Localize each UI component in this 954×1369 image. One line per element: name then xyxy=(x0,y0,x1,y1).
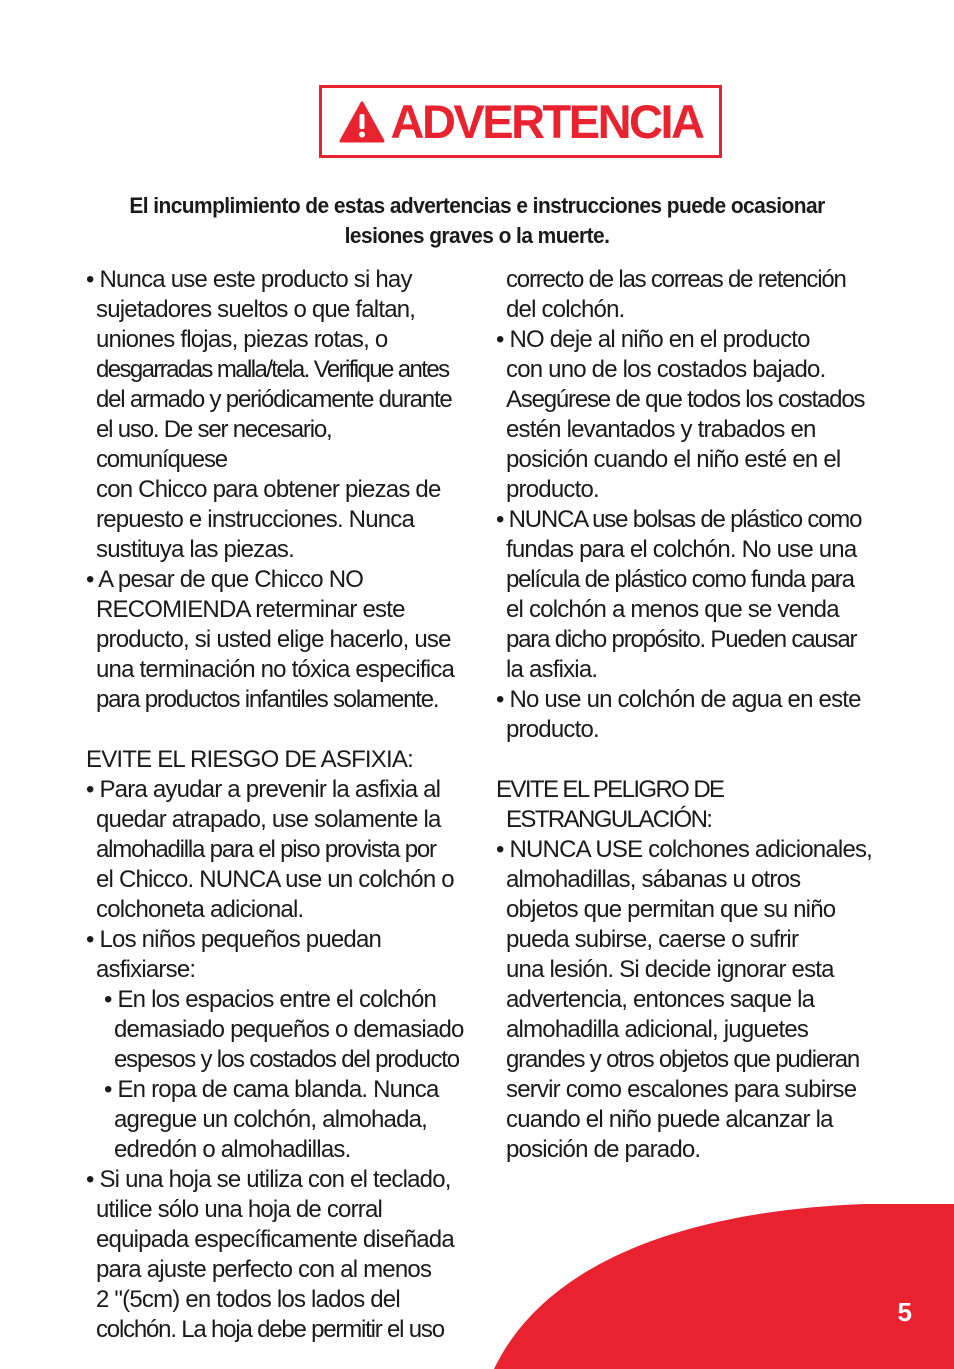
text-line: • Para ayudar a prevenir la asfixia al xyxy=(86,776,441,803)
intro-line: El incumplimiento de estas advertencias e instrucciones puede ocasionar xyxy=(129,193,825,218)
right-column xyxy=(496,265,886,1165)
text-line: del colchón. xyxy=(506,296,625,323)
text-line: posición cuando el niño esté en el xyxy=(506,446,841,473)
text-line: la asfixia. xyxy=(506,656,598,683)
text-line: Asegúrese de que todos los costados xyxy=(506,386,865,413)
sub-bullet-gaps xyxy=(86,985,466,1075)
text-line: el Chicco. NUNCA use un colchón o xyxy=(96,866,454,893)
text-line: con Chicco para obtener piezas de xyxy=(96,476,441,503)
page-number: 5 xyxy=(897,1297,912,1327)
text-line: • NUNCA use bolsas de plástico como xyxy=(496,506,862,533)
text-line: producto, si usted elige hacerlo, use xyxy=(96,626,451,653)
text-line: • En ropa de cama blanda. Nunca xyxy=(104,1076,439,1103)
bullet-sheet xyxy=(86,1165,466,1345)
text-line: • En los espacios entre el colchón xyxy=(104,986,437,1013)
text-line: edredón o almohadillas. xyxy=(114,1136,351,1163)
left-column xyxy=(86,265,466,1345)
text-line: el colchón a menos que se venda xyxy=(506,596,839,623)
text-line: • NUNCA USE colchones adicionales, xyxy=(496,836,873,863)
bullet-refinishing xyxy=(86,565,466,715)
text-line: • A pesar de que Chicco NO xyxy=(86,566,364,593)
intro-line: lesiones graves o la muerte. xyxy=(344,223,610,248)
banner-title: ADVERTENCIA xyxy=(390,95,703,148)
text-line: para productos infantiles solamente. xyxy=(96,686,439,713)
text-line: RECOMIENDA reterminar este xyxy=(96,596,405,623)
text-line: advertencia, entonces saque la xyxy=(506,986,815,1013)
text-line: para dicho propósito. Pueden causar xyxy=(506,626,857,653)
text-line: 2 "(5cm) en todos los lados del xyxy=(96,1286,400,1313)
text-line: equipada específicamente diseñada xyxy=(96,1226,454,1253)
section-heading-estrangulacion xyxy=(496,775,886,835)
text-line: espesos y los costados del producto xyxy=(114,1046,459,1073)
text-line: pueda subirse, caerse o sufrir xyxy=(506,926,799,953)
text-line: • Nunca use este producto si hay xyxy=(86,266,412,293)
text-line: • No use un colchón de agua en este xyxy=(496,686,861,713)
text-line: ESTRANGULACIÓN: xyxy=(506,806,712,833)
text-line: fundas para el colchón. No use una xyxy=(506,536,857,563)
warning-banner xyxy=(319,85,722,158)
text-line: producto. xyxy=(506,716,599,743)
text-line: posición de parado. xyxy=(506,1136,701,1163)
text-line: servir como escalones para subirse xyxy=(506,1076,857,1103)
text-line: una terminación no tóxica especifica xyxy=(96,656,455,683)
text-line: con uno de los costados bajado. xyxy=(506,356,826,383)
text-line: estén levantados y trabados en xyxy=(506,416,816,443)
intro-warning xyxy=(89,191,865,251)
text-line: quedar atrapado, use solamente la xyxy=(96,806,441,833)
text-line: demasiado pequeños o demasiado xyxy=(114,1016,464,1043)
text-line: grandes y otros objetos que pudieran xyxy=(506,1046,860,1073)
text-line: EVITE EL PELIGRO DE xyxy=(496,776,724,803)
text-line: almohadilla adicional, juguetes xyxy=(506,1016,809,1043)
text-line: para ajuste perfecto con al menos xyxy=(96,1256,432,1283)
text-line: • Si una hoja se utiliza con el teclado, xyxy=(86,1166,451,1193)
bullet-sides-lowered xyxy=(496,325,886,505)
text-line: sujetadores sueltos o que faltan, xyxy=(96,296,416,323)
section-heading-asfixia: EVITE EL RIESGO DE ASFIXIA: xyxy=(86,746,413,773)
text-line: desgarradas malla/tela. Verifique antes xyxy=(96,356,449,383)
bullet-extra-mattresses xyxy=(496,835,886,1165)
text-line: producto. xyxy=(506,476,599,503)
text-line: • NO deje al niño en el producto xyxy=(496,326,810,353)
bullet-floor-pad xyxy=(86,775,466,925)
text-line: correcto de las correas de retención xyxy=(506,266,846,293)
text-line: cuando el niño puede alcanzar la xyxy=(506,1106,833,1133)
bullet-small-children xyxy=(86,925,466,985)
text-line: • Los niños pequeños puedan xyxy=(86,926,382,953)
text-line: colchón. La hoja debe permitir el uso xyxy=(96,1316,444,1343)
bullet-water-mattress xyxy=(496,685,886,745)
text-line: utilice sólo una hoja de corral xyxy=(96,1196,383,1223)
text-line: del armado y periódicamente durante xyxy=(96,386,452,413)
text-line: repuesto e instrucciones. Nunca xyxy=(96,506,415,533)
text-line: uniones flojas, piezas rotas, o xyxy=(96,326,388,353)
bullet-loose-parts xyxy=(86,265,466,565)
bullet-sheet-continued xyxy=(496,265,886,325)
sub-bullet-bedding xyxy=(86,1075,466,1165)
text-line: colchoneta adicional. xyxy=(96,896,304,923)
bullet-plastic-bags xyxy=(496,505,886,685)
text-line: una lesión. Si decide ignorar esta xyxy=(506,956,834,983)
text-line: agregue un colchón, almohada, xyxy=(114,1106,428,1133)
text-line: película de plástico como funda para xyxy=(506,566,854,593)
text-line: almohadillas, sábanas u otros xyxy=(506,866,801,893)
text-line: almohadilla para el piso provista por xyxy=(96,836,436,863)
corner-decoration xyxy=(494,1204,954,1369)
text-line: objetos que permitan que su niño xyxy=(506,896,836,923)
warning-triangle-icon xyxy=(339,101,385,143)
text-line: asfixiarse: xyxy=(96,956,196,983)
text-line: el uso. De ser necesario, comuníquese xyxy=(96,416,332,473)
text-line: sustituya las piezas. xyxy=(96,536,294,563)
